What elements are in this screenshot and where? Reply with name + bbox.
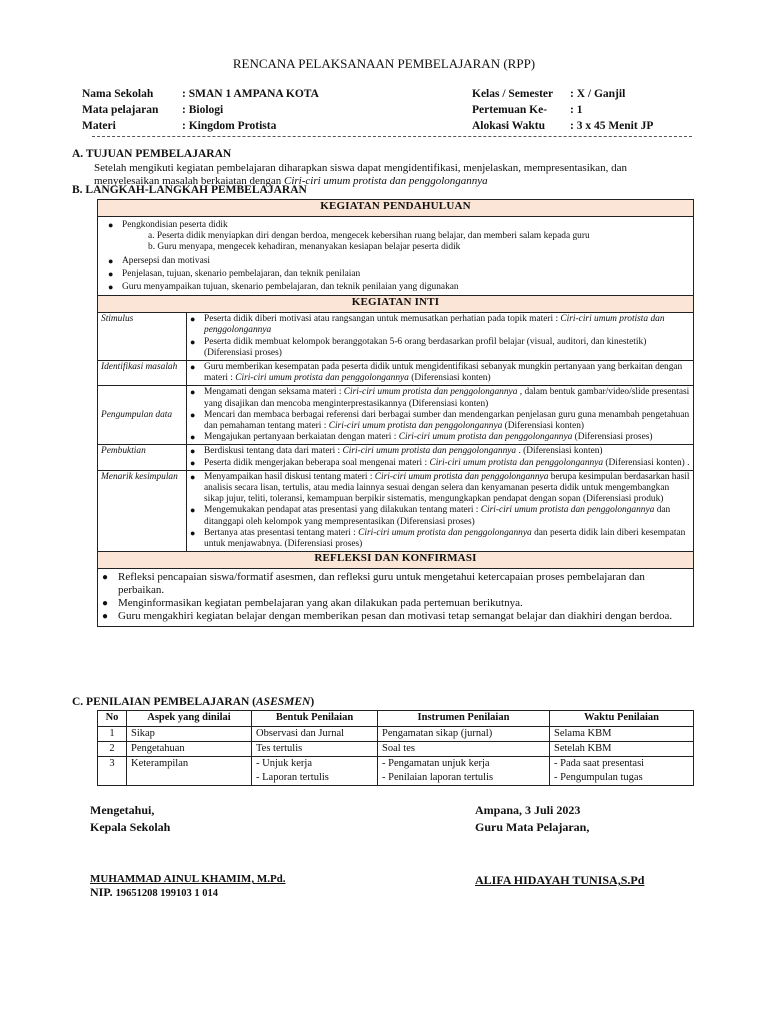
list-item: ● Peserta didik membuat kelompok beranggotakan 5-6 orang berdasarkan profil belajar (visual, auditori, dan kinestetik) (Diferensiasi proses) (190, 337, 690, 359)
signature-teacher: Ampana, 3 Juli 2023 Guru Mata Pelajaran, (475, 803, 590, 834)
table-cell: Soal tes (378, 742, 550, 757)
stage-content (187, 361, 694, 386)
stage-pembuktian: Pembuktian (98, 445, 187, 470)
principal-nip: NIP. 19651208 199103 1 014 (90, 885, 218, 899)
table-row (98, 470, 694, 551)
table-cell: Pengetahuan (127, 742, 252, 757)
pendahuluan-content (98, 217, 694, 296)
inti-header: KEGIATAN INTI (98, 296, 694, 313)
table-cell: 3 (98, 757, 127, 786)
table-cell: 1 (98, 727, 127, 742)
list-item: b. Guru menyapa, mengecek kehadiran, menanyakan kesiapan belajar peserta didik (148, 242, 461, 253)
table-row (98, 445, 694, 470)
section-c-heading: C. PENILAIAN PEMBELAJARAN (ASESMEN) (72, 696, 315, 708)
meta-school: Nama Sekolah : SMAN 1 AMPANA KOTA (82, 88, 319, 100)
refleksi-content (98, 569, 694, 627)
list-item: ● Mengamati dengan seksama materi : Ciri-ciri umum protista dan penggolongannya , dalam bentuk gambar/video/slide presentasi yang disajikan dan mencoba menginterprestasikannya (Diferensiasi konten) (190, 387, 690, 409)
list-item: ● Apersepsi dan motivasi (108, 256, 685, 267)
list-item: ● Bertanya atas presentasi tentang materi : Ciri-ciri umum protista dan penggolongannya dan peserta didik lain diberi kesempatan untuk menjawabnya. (Diferensiasi proses) (190, 528, 690, 550)
table-row (98, 742, 694, 757)
meta-material: Materi : Kingdom Protista (82, 120, 277, 132)
table-row (98, 361, 694, 386)
table-cell: Setelah KBM (550, 742, 694, 757)
stage-content (187, 445, 694, 470)
list-item: ● Menginformasikan kegiatan pembelajaran yang akan dilakukan pada pertemuan berikutnya. (102, 597, 687, 610)
list-item: ● Mencari dan membaca berbagai referensi dari berbagai sumber dan mendengarkan penjelasan guru guna menambah pengetahuan dan pemahaman tentang materi : Ciri-ciri umum protista dan penggolongannya (Diferensiasi konten) (190, 410, 690, 432)
section-b-heading: B. LANGKAH-LANGKAH PEMBELAJARAN (72, 184, 307, 196)
stage-content (187, 313, 694, 361)
table-cell: Selama KBM (550, 727, 694, 742)
section-a-heading: A. TUJUAN PEMBELAJARAN (72, 148, 232, 160)
meta-meeting: Pertemuan Ke- : 1 (472, 104, 583, 116)
list-item: ● Mengemukakan pendapat atas presentasi yang dilakukan tentang materi : Ciri-ciri umum protista dan penggolongannya dan ditanggapi oleh kelompok yang mempresentasikan (Diferensiasi proses) (190, 505, 690, 527)
stage-menarik: Menarik kesimpulan (98, 470, 187, 551)
table-cell: - Unjuk kerja - Laporan tertulis (252, 757, 378, 786)
list-item: ● Guru mengakhiri kegiatan belajar dengan memberikan pesan dan motivasi tetap semangat belajar dan diakhiri dengan berdoa. (102, 610, 687, 623)
list-item: ● Berdiskusi tentang data dari materi : Ciri-ciri umum protista dan penggolongannya . (Diferensiasi konten) (190, 446, 690, 457)
signature-principal: Mengetahui, Kepala Sekolah (90, 803, 171, 834)
list-item: ● Penjelasan, tujuan, skenario pembelajaran, dan teknik penilaian (108, 269, 685, 280)
stage-content (187, 470, 694, 551)
separator-line (92, 136, 692, 137)
table-cell: 2 (98, 742, 127, 757)
list-item: ● Peserta didik mengerjakan beberapa soal mengenai materi : Ciri-ciri umum protista dan penggolongannya (Diferensiasi konten) . (190, 458, 690, 469)
table-row (98, 313, 694, 361)
column-header: Waktu Penilaian (550, 711, 694, 727)
meta-class: Kelas / Semester : X / Ganjil (472, 88, 626, 100)
refleksi-header: REFLEKSI DAN KONFIRMASI (98, 552, 694, 569)
table-cell: - Pengamatan unjuk kerja - Penilaian laporan tertulis (378, 757, 550, 786)
table-cell: Tes tertulis (252, 742, 378, 757)
meta-time: Alokasi Waktu : 3 x 45 Menit JP (472, 120, 654, 132)
list-item: ● Guru memberikan kesempatan pada peserta didik untuk mengidentifikasi sebanyak mungkin pertanyaan yang berkaitan dengan materi : Ciri-ciri umum protista dan penggolongannya (Diferensiasi konten) (190, 362, 690, 384)
teacher-name: ALIFA HIDAYAH TUNISA,S.Pd (475, 873, 645, 887)
table-row (98, 757, 694, 786)
assessment-table (97, 710, 694, 786)
stage-identifikasi: Identifikasi masalah (98, 361, 187, 386)
list-item: ● Menyampaikan hasil diskusi tentang materi : Ciri-ciri umum protista dan penggolongannya berupa kesimpulan berdasarkan hasil analisis secara lisan, tertulis, atau media lainnya sesuai dengan selera dan kenyamanan peserta didik untuk mengembangkan sikap jujur, teliti, toleransi, kemampuan berpikir sistematis, mengungkapkan pendapat dengan sopan (Diferensiasi produk) (190, 472, 690, 506)
table-cell: Sikap (127, 727, 252, 742)
list-item: a. Peserta didik menyiapkan diri dengan berdoa, mengecek kebersihan ruang belajar, dan memberi salam kepada guru (148, 231, 590, 242)
learning-steps-table (97, 199, 694, 627)
pendahuluan-header: KEGIATAN PENDAHULUAN (98, 200, 694, 217)
list-item: ● Refleksi pencapaian siswa/formatif asesmen, dan refleksi guru untuk mengetahui ketercapaian proses pembelajaran dan perbaikan. (102, 571, 687, 597)
document-title: RENCANA PELAKSANAAN PEMBELAJARAN (RPP) (232, 56, 536, 71)
table-cell: - Pada saat presentasi - Pengumpulan tugas (550, 757, 694, 786)
stage-pengumpulan: Pengumpulan data (98, 386, 187, 445)
column-header: Aspek yang dinilai (127, 711, 252, 727)
list-item: ● Guru menyampaikan tujuan, skenario pembelajaran, dan teknik penilaian yang digunakan (108, 282, 685, 293)
principal-name: MUHAMMAD AINUL KHAMIM, M.Pd. (90, 873, 286, 885)
table-row (98, 386, 694, 445)
table-cell: Observasi dan Jurnal (252, 727, 378, 742)
meta-subject: Mata pelajaran : Biologi (82, 104, 224, 116)
stage-content (187, 386, 694, 445)
section-a-text: Setelah mengikuti kegiatan pembelajaran diharapkan siswa dapat mengidentifikasi, menjelaskan, mempresentasikan, dan menyelesaikan masalah berkaiatan dengan Ciri-ciri umum protista dan penggolongannya (94, 162, 628, 187)
column-header: Instrumen Penilaian (378, 711, 550, 727)
stage-stimulus: Stimulus (98, 313, 187, 361)
list-item: ● Peserta didik diberi motivasi atau rangsangan untuk memusatkan perhatian pada topik materi : Ciri-ciri umum protista dan penggolongannya (190, 314, 690, 336)
table-cell: Keterampilan (127, 757, 252, 786)
column-header: Bentuk Penilaian (252, 711, 378, 727)
column-header: No (98, 711, 127, 727)
list-item: ● Mengajukan pertanyaan berkaiatan dengan materi : Ciri-ciri umum protista dan penggolongannya (Diferensiasi proses) (190, 432, 690, 443)
list-item: ● Pengkondisian peserta didik a. Peserta didik menyiapkan diri dengan berdoa, mengecek kebersihan ruang belajar, dan memberi salam kepada guru b. Guru menyapa, mengecek kehadiran, menanyakan kesiapan belajar peserta didik (108, 220, 685, 254)
table-row (98, 727, 694, 742)
table-cell: Pengamatan sikap (jurnal) (378, 727, 550, 742)
